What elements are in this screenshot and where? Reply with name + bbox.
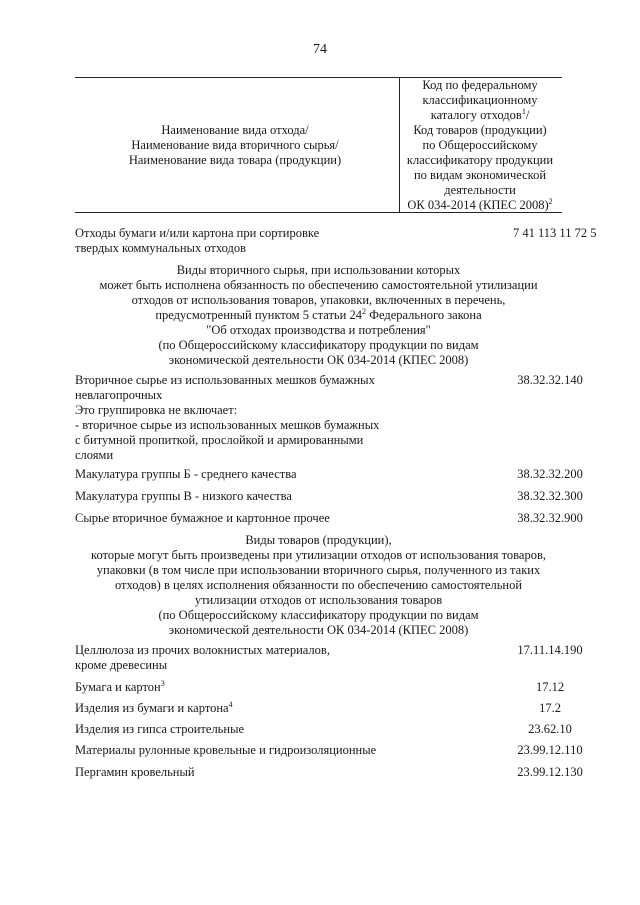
header-left-line: Наименование вида отхода/ — [161, 123, 309, 137]
header-right-line: классификатору продукции — [406, 153, 554, 167]
section-line — [75, 308, 562, 323]
header-right-line: Код товаров (продукции) — [413, 123, 547, 137]
item-code: 17.12 — [535, 680, 565, 694]
header-right-line — [400, 198, 560, 213]
item-name — [75, 701, 395, 716]
item-name-line: невлагопрочных — [75, 388, 163, 402]
header-right-text: каталогу отходов — [430, 108, 522, 122]
section-line: отходов от использования товаров, упаковки, включенных в перечень, — [131, 293, 506, 307]
item-name: Материалы рулонные кровельные и гидроизоляционные — [75, 743, 377, 757]
header-right-line: классификационному — [422, 93, 538, 107]
item-name-line: - вторичное сырье из использованных мешков бумажных — [75, 418, 380, 432]
item-name-line: с битумной пропиткой, прослойкой и армированными — [75, 433, 364, 447]
waste-code: 7 41 113 11 72 5 — [513, 226, 597, 240]
item-name-text: Изделия из бумаги и картона — [75, 701, 229, 715]
section-line: отходов) в целях исполнения обязанности по обеспечению самостоятельной — [114, 578, 523, 592]
footnote-mark: 1 — [521, 106, 526, 116]
waste-name-line: Отходы бумаги и/или картона при сортировке — [75, 226, 320, 240]
item-name-line: Целлюлоза из прочих волокнистых материалов, — [75, 643, 330, 657]
header-code-column — [400, 78, 560, 213]
header-right-line: Код по федеральному — [422, 78, 538, 92]
footnote-mark: 4 — [228, 699, 233, 709]
item-name: Сырье вторичное бумажное и картонное прочее — [75, 511, 330, 525]
item-name: Макулатура группы В - низкого качества — [75, 489, 292, 503]
section-line: "Об отходах производства и потребления" — [206, 323, 431, 337]
item-code: 38.32.32.900 — [517, 511, 583, 525]
section-line: может быть исполнена обязанность по обеспечению самостоятельной утилизации — [99, 278, 538, 292]
section-line: Виды товаров (продукции), — [245, 533, 392, 547]
item-name-line: кроме древесины — [75, 658, 168, 672]
page-number: 74 — [313, 42, 327, 57]
item-code: 38.32.32.140 — [517, 373, 583, 387]
header-right-line: деятельности — [444, 183, 516, 197]
item-code: 38.32.32.200 — [517, 467, 583, 481]
section-line: упаковки (в том числе при использовании вторичного сырья, полученного из таких — [96, 563, 541, 577]
waste-name — [75, 226, 395, 256]
item-name-line: слоями — [75, 448, 114, 462]
header-left-line: Наименование вида вторичного сырья/ — [131, 138, 339, 152]
footnote-mark: 3 — [160, 678, 165, 688]
footnote-mark: 2 — [361, 306, 366, 316]
waste-name-line: твердых коммунальных отходов — [75, 241, 247, 255]
header-name-column — [75, 123, 395, 168]
header-right-line — [400, 108, 560, 123]
section-line: Виды вторичного сырья, при использовании которых — [176, 263, 461, 277]
header-right-text: ОК 034-2014 (КПЕС 2008) — [407, 198, 549, 212]
item-code: 17.11.14.190 — [517, 643, 583, 657]
item-name-text: Бумага и картон — [75, 680, 161, 694]
item-code: 23.62.10 — [528, 722, 572, 736]
footnote-mark: 2 — [548, 196, 553, 206]
header-right-line: по видам экономической — [413, 168, 547, 182]
header-left-line: Наименование вида товара (продукции) — [128, 153, 342, 167]
section-line: экономической деятельности ОК 034-2014 (КПЕС 2008) — [168, 623, 469, 637]
section-text: предусмотренный пунктом 5 статьи 24 — [155, 308, 362, 322]
item-name: Изделия из гипса строительные — [75, 722, 245, 736]
item-name-line: Это группировка не включает: — [75, 403, 238, 417]
item-name: Макулатура группы Б - среднего качества — [75, 467, 297, 481]
section-line: (по Общероссийскому классификатору продукции по видам — [158, 338, 479, 352]
item-name-line: Вторичное сырье из использованных мешков бумажных — [75, 373, 375, 387]
item-name — [75, 643, 395, 673]
section-line: экономической деятельности ОК 034-2014 (КПЕС 2008) — [168, 353, 469, 367]
section-line: которые могут быть произведены при утилизации отходов от использования товаров, — [91, 548, 546, 562]
section-line: утилизации отходов от использования товаров — [194, 593, 443, 607]
item-name — [75, 373, 395, 463]
header-right-line: по Общероссийскому — [422, 138, 538, 152]
item-name — [75, 680, 395, 695]
item-code: 23.99.12.130 — [517, 765, 583, 779]
section-line: (по Общероссийскому классификатору продукции по видам — [158, 608, 479, 622]
item-name: Пергамин кровельный — [75, 765, 195, 779]
section-heading-secondary — [75, 263, 562, 368]
item-code: 17.2 — [539, 701, 561, 715]
header-right-slash: / — [525, 108, 530, 122]
item-code: 23.99.12.110 — [517, 743, 583, 757]
section-heading-products — [75, 533, 562, 638]
section-text: Федерального закона — [365, 308, 482, 322]
item-code: 38.32.32.300 — [517, 489, 583, 503]
